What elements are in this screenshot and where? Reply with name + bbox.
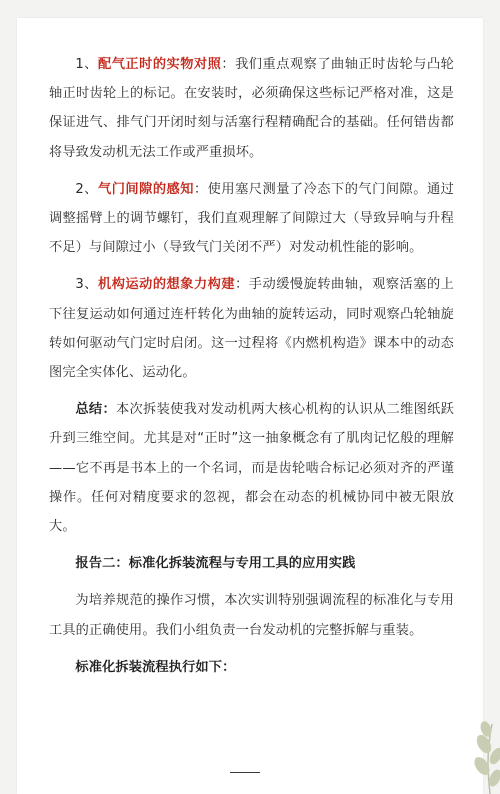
item-number: 1、 — [75, 57, 99, 72]
item-text: 我们重点观察了曲轴正时齿轮与凸轮轴正时齿轮上的标记。在安装时，必须确保这些标记严格对准，这是保证进气、排气门开闭时刻与活塞行程精确配合的基础。任何错齿都将导致发动机无法工作或严重损坏。 — [49, 57, 455, 160]
item-paragraph-2 — [49, 175, 454, 263]
report2-subheading: 标准化拆装流程执行如下： — [75, 659, 236, 675]
item-number: 3、 — [75, 277, 99, 293]
item-paragraph-3 — [49, 270, 454, 387]
item-colon: ： — [221, 57, 236, 72]
item-colon: ： — [193, 181, 208, 197]
document-page — [17, 18, 483, 794]
report2-heading: 报告二：标准化拆装流程与专用工具的应用实践 — [75, 556, 356, 572]
footer-divider — [230, 772, 260, 773]
summary-text: 本次拆装使我对发动机两大核心机构的认识从二维图纸跃升到三维空间。尤其是对“正时”这一抽象概念有了肌肉记忆般的理解——它不再是书本上的一个名词，而是齿轮啮合标记必须对齐的严谨操作。任何对精度要求的忽视，都会在动态的机械协同中被无限放大。 — [49, 402, 455, 535]
report2-paragraph: 为培养规范的操作习惯，本次实训特别强调流程的标准化与专用工具的正确使用。我们小组负责一台发动机的完整拆解与重装。 — [49, 593, 454, 638]
item-paragraph-1 — [49, 50, 454, 167]
document-body — [49, 50, 454, 690]
item-title-highlight: 气门间隙的感知 — [98, 181, 194, 197]
item-number: 2、 — [75, 181, 99, 197]
item-text: 手动缓慢旋转曲轴，观察活塞的上下往复运动如何通过连杆转化为曲轴的旋转运动，同时观察凸轮轴旋转如何驱动气门定时启闭。这一过程将《内燃机构造》课本中的动态图完全实体化、运动化。 — [49, 277, 455, 381]
summary-title: 总结： — [75, 402, 116, 418]
item-text: 使用塞尺测量了冷态下的气门间隙。通过调整摇臂上的调节螺钉，我们直观理解了间隙过大（导致异响与升程不足）与间隙过小（导致气门关闭不严）对发动机性能的影响。 — [49, 181, 454, 256]
item-title-highlight: 机构运动的想象力构建 — [98, 277, 236, 293]
summary-paragraph — [49, 395, 454, 541]
leaf-decoration-icon — [440, 684, 500, 794]
item-colon: ： — [235, 277, 249, 293]
item-title-highlight: 配气正时的实物对照 — [98, 57, 222, 72]
